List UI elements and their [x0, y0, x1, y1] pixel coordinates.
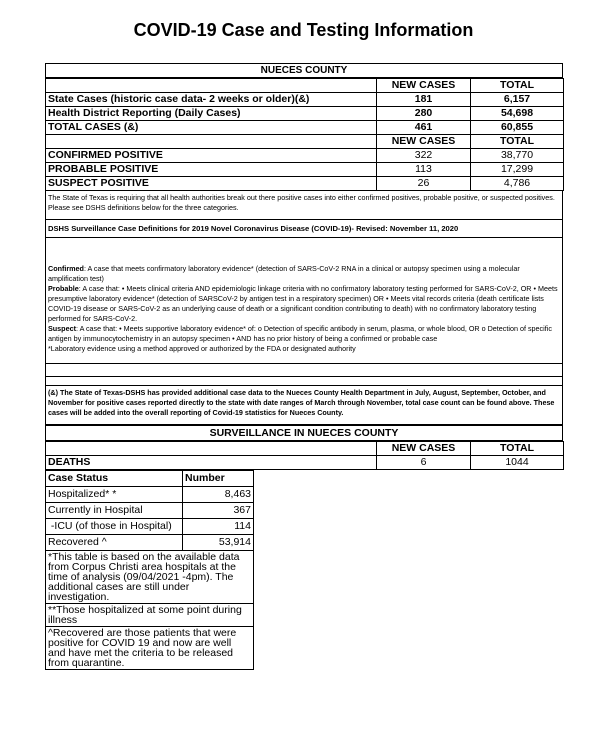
new-cases-header: NEW CASES	[377, 442, 471, 456]
row-total: 6,157	[471, 93, 564, 107]
row-total: 60,855	[471, 121, 564, 135]
table-row	[46, 107, 564, 121]
deaths-row	[46, 456, 564, 470]
deaths-table	[45, 441, 564, 470]
row-new: 322	[377, 149, 471, 163]
total-header: TOTAL	[471, 79, 564, 93]
recovered-footnote: ^Recovered are those patients that were positive for COVID 19 and now are well and have met the criteria to be released from quarantine.	[46, 627, 254, 670]
definition-probable: Probable: A case that: • Meets clinical criteria AND epidemiologic linkage criteria with no confirmatory laboratory testing performed for SARS-CoV-2, OR • Meets presumptive laboratory evidence* (detection of SARSCoV-2 by antigen test in a respiratory specimen) OR • Meets vital records criteria (death certificate lists COVID-19 disease or SARS-CoV-2 as an underlying cause of death or a significant condition contributing to death) with no confirmatory laboratory testing performed for SARS-CoV-2.	[48, 284, 558, 323]
table-row	[46, 535, 254, 551]
status-value: 114	[183, 519, 254, 535]
row-label: TOTAL CASES (&)	[46, 121, 377, 135]
case-definitions	[45, 238, 563, 364]
row-label: CONFIRMED POSITIVE	[46, 149, 377, 163]
surveillance-header-table	[45, 425, 563, 441]
table-row	[46, 121, 564, 135]
table-row	[46, 519, 254, 535]
table-row	[46, 177, 564, 191]
row-label: Health District Reporting (Daily Cases)	[46, 107, 377, 121]
county-header: NUECES COUNTY	[46, 64, 563, 78]
row-total: 54,698	[471, 107, 564, 121]
footnote-row	[46, 604, 254, 627]
table-row	[46, 149, 564, 163]
row-total: 38,770	[471, 149, 564, 163]
row-new: 181	[377, 93, 471, 107]
total-header: TOTAL	[471, 442, 564, 456]
table-header-row	[46, 79, 564, 93]
surveillance-header: SURVEILLANCE IN NUECES COUNTY	[46, 426, 563, 441]
table-row	[46, 487, 254, 503]
case-status-header: Case Status	[46, 471, 183, 487]
case-status-table	[45, 470, 254, 670]
footnote-row	[46, 551, 254, 604]
blank-row	[45, 377, 563, 386]
status-label: Hospitalized* *	[46, 487, 183, 503]
new-cases-header: NEW CASES	[377, 79, 471, 93]
cases-table	[45, 78, 564, 191]
status-label: Recovered ^	[46, 535, 183, 551]
status-label: Currently in Hospital	[46, 503, 183, 519]
deaths-label: DEATHS	[46, 456, 377, 470]
row-label: State Cases (historic case data- 2 weeks or older)(&)	[46, 93, 377, 107]
page-title: COVID-19 Case and Testing Information	[133, 20, 474, 40]
table-footnote: *This table is based on the available data from Corpus Christi area hospitals at the time of analysis (09/04/2021 -4pm). The additional cases are still under investigation.	[46, 551, 254, 604]
new-cases-header: NEW CASES	[377, 135, 471, 149]
additional-case-data-note: (&) The State of Texas-DSHS has provided additional case data to the Nueces County Health Department in July, August, September, October, and November for positive cases reported directly to the state with date ranges of March through November, total case count can be found above. These cases will be added into the overall reporting of Covid-19 statistics for Nueces County.	[45, 386, 563, 425]
row-label: PROBABLE POSITIVE	[46, 163, 377, 177]
deaths-total: 1044	[471, 456, 564, 470]
definition-lab-evidence: *Laboratory evidence using a method approved or authorized by the FDA or designated authority	[48, 344, 356, 353]
number-header: Number	[183, 471, 254, 487]
county-header-table	[45, 63, 563, 78]
dshs-definitions-title: DSHS Surveillance Case Definitions for 2019 Novel Coronavirus Disease (COVID-19)- Revised: November 11, 2020	[45, 220, 563, 238]
row-total: 17,299	[471, 163, 564, 177]
row-new: 280	[377, 107, 471, 121]
status-label: -ICU (of those in Hospital)	[46, 519, 183, 535]
table-row	[46, 93, 564, 107]
row-new: 113	[377, 163, 471, 177]
hospitalized-footnote: **Those hospitalized at some point during illness	[46, 604, 254, 627]
state-requirement-note: The State of Texas is requiring that all health authorities break out there positive cases into either confirmed positives, probable positive, or suspected positives. Please see DSHS definitions below for the three categories.	[45, 191, 563, 220]
row-new: 461	[377, 121, 471, 135]
table-header-row	[46, 442, 564, 456]
definition-confirmed: Confirmed: A case that meets confirmatory laboratory evidence* (detection of SARS-CoV-2 RNA in a clinical or autopsy specimen using a molecular amplification test)	[48, 264, 520, 283]
status-value: 367	[183, 503, 254, 519]
total-header: TOTAL	[471, 135, 564, 149]
deaths-new: 6	[377, 456, 471, 470]
footnote-row	[46, 627, 254, 670]
table-header-row	[46, 135, 564, 149]
case-report-frame	[45, 63, 563, 670]
definition-suspect: Suspect: A case that: • Meets supportive laboratory evidence* of: o Detection of specific antibody in serum, plasma, or whole blood, OR o Detection of specific antigen by immunocytochemistry in an autopsy specimen • AND has no prior history of being a confirmed or probable case	[48, 324, 552, 343]
status-value: 8,463	[183, 487, 254, 503]
status-value: 53,914	[183, 535, 254, 551]
row-label: SUSPECT POSITIVE	[46, 177, 377, 191]
table-row	[46, 503, 254, 519]
table-row	[46, 163, 564, 177]
row-new: 26	[377, 177, 471, 191]
blank-row	[45, 364, 563, 377]
case-status-header-row	[46, 471, 254, 487]
row-total: 4,786	[471, 177, 564, 191]
